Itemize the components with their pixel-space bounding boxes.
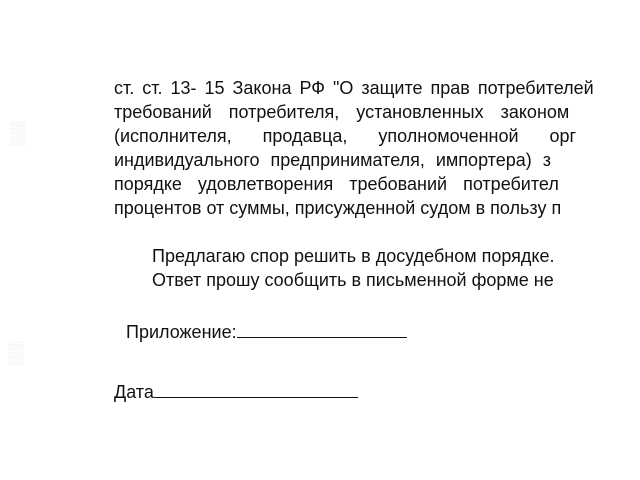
body-line-3: (исполнителя, продавца, уполномоченной орг <box>114 126 577 146</box>
date-label: Дата <box>114 382 154 402</box>
body-line-2: требований потребителя, установленных законом <box>114 102 570 122</box>
date-blank-line <box>154 378 358 398</box>
attachment-blank-line <box>237 318 407 338</box>
attachment-label: Приложение: <box>126 322 237 342</box>
body-line-4: индивидуального предпринимателя, импортера) з <box>114 150 552 170</box>
attachment-field <box>126 318 407 344</box>
body-line-6: процентов от суммы, присужденной судом в пользу п <box>114 198 562 218</box>
proposal-line-1: Предлагаю спор решить в досудебном порядке. <box>152 246 555 266</box>
background-smudge: ▒ <box>10 120 26 145</box>
body-line-5: порядке удовлетворения требований потребител <box>114 174 559 194</box>
proposal-line-2: Ответ прошу сообщить в письменной форме не <box>152 270 554 290</box>
background-smudge: ▒ <box>8 340 24 365</box>
date-field <box>114 378 358 404</box>
body-line-1: ст. ст. 13- 15 Закона РФ "О защите прав потребителей <box>114 78 594 98</box>
